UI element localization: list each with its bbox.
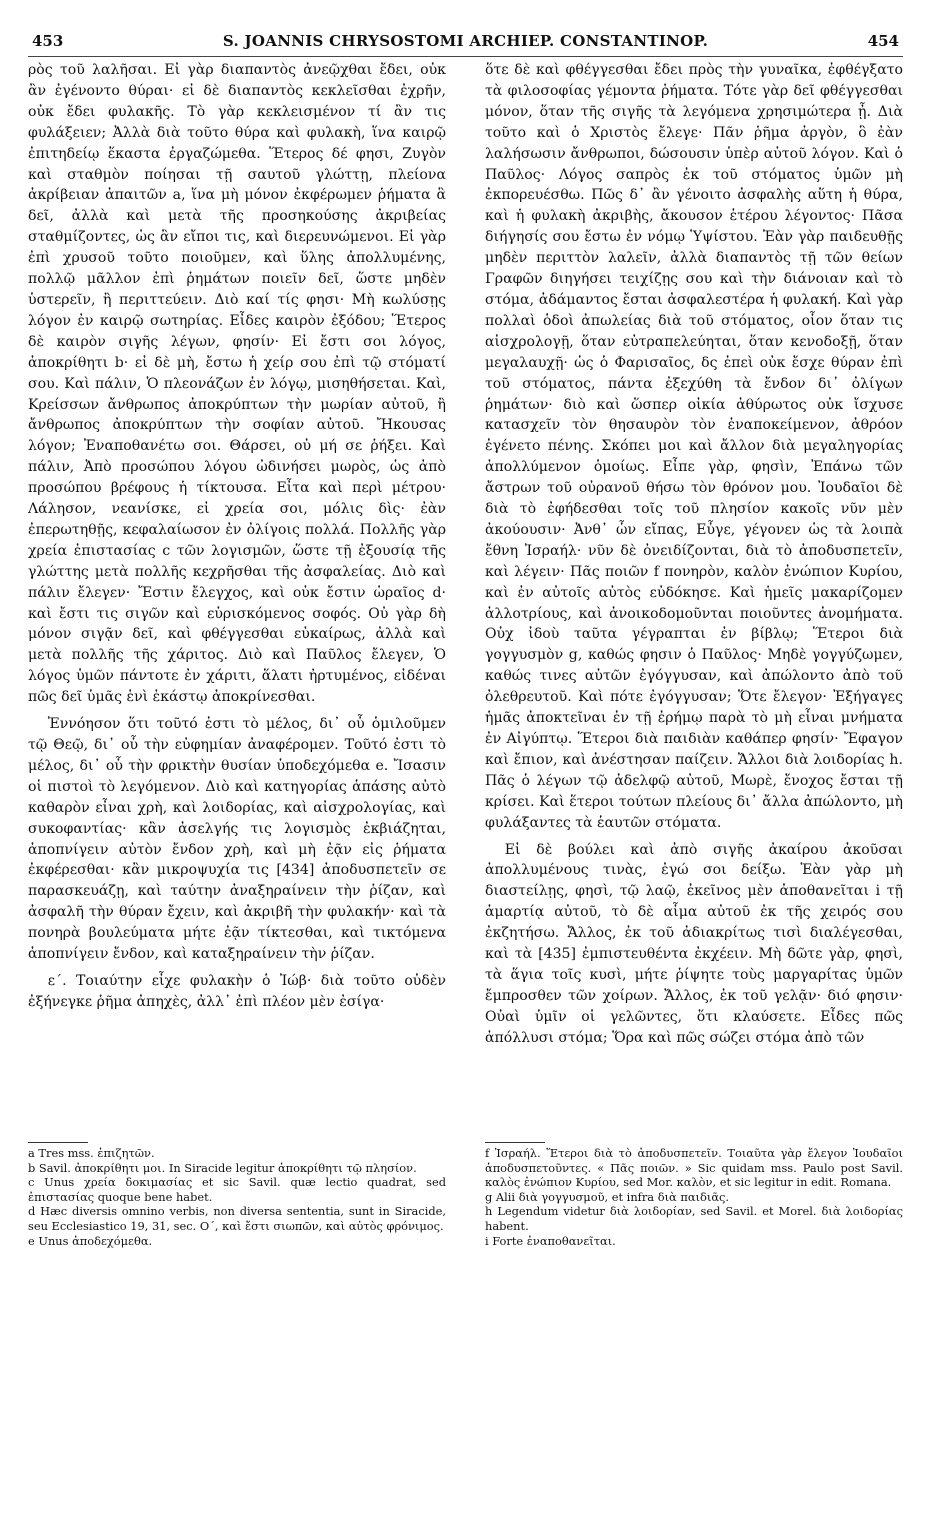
paragraph: ρὸς τοῦ λαλῆσαι. Εἰ γὰρ διαπαντὸς ἀνεῷχθαι ἔδει, οὐκ ἂν ἐγένοντο θύραι· εἰ δὲ διαπαντὸς κεκλεῖσθαι ἐχρῆν, οὐκ ἔδει φυλακῆς. Τὸ γὰρ κεκλεισμένον τί ἂν τις φυλάξειεν; Ἀλλὰ διὰ τοῦτο θύρα καὶ φυλακὴ, ἵνα καιρῷ ἐπιτηδείῳ ἕκαστα ἐργαζώμεθα. Ἕτερος δέ φησι, Ζυγὸν καὶ σταθμὸν ποίησαι τῇ σαυτοῦ γλώττῃ, πλείονα ἀκρίβειαν ἀπαιτῶν a, ἵνα μὴ μόνον ἐκφέρωμεν ῥήματα ἃ δεῖ, ἀλλὰ καὶ μετὰ τῆς προσηκούσης ἀκριβείας σταθμίζοντες, ὡς ἂν εἴποι τις, καὶ διερευνώμενοι. Εἰ γὰρ ἐπὶ χρυσοῦ τοῦτο ποιοῦμεν, καὶ ὕλης ἀπολλυμένης, πολλῷ μᾶλλον ἐπὶ ῥημάτων ποιεῖν δεῖ, ὥστε μηδὲν ὑστερεῖν, ἢ περιττεύειν. Διὸ καί τίς φησι· Μὴ κωλύσῃς λόγον ἐν καιρῷ σωτηρίας. Εἶδες καιρὸν ἐξόδου; Ἕτερος δὲ καιρὸν σιγῆς λέγων, φησίν· Εἰ ἔστι σοι λόγος, ἀποκρίθητι b· εἰ δὲ μὴ, ἔστω ἡ χείρ σου ἐπὶ τῷ στόματί σου. Καὶ πάλιν, Ὁ πλεονάζων ἐν λόγῳ, μισηθήσεται. Καὶ, Κρείσσων ἄνθρωπος ἀποκρύπτων τὴν μωρίαν αὐτοῦ, ἢ ἄνθρωπος ἀποκρύπτων τὴν σοφίαν αὐτοῦ. Ἤκουσας λόγον; Ἐναποθανέτω σοι. Θάρσει, οὐ μή σε ῥήξει. Καὶ πάλιν, Ἀπὸ προσώπου λόγου ὠδινήσει μωρὸς, ὡς ἀπὸ προσώπου βρέφους ἡ τίκτουσα. Εἶτα καὶ περὶ μέτρου· Λάλησον, νεανίσκε, εἰ χρεία σοι, μόλις δὶς· ἐὰν ἐπερωτηθῇς, κεφαλαίωσον ἐν ὀλίγοις πολλά. Πολλῆς γὰρ χρεία ἐπιστασίας c τῶν λογισμῶν, ὥστε τῇ ἐξουσίᾳ τῆς γλώττης μετὰ πολλῆς κεχρῆσθαι τῆς ἀσφαλείας. Διὸ καὶ πάλιν ἔλεγεν· Ἔστιν ἔλεγχος, καὶ οὐκ ἔστιν ὡραῖος d· καὶ ἔστι τις σιγῶν καὶ εὑρισκόμενος σοφός. Οὐ γὰρ δὴ μόνον σιγᾷν δεῖ, καὶ φθέγγεσθαι εὐκαίρως, ἀλλὰ καὶ μετὰ πολλῆς τῆς χάριτος. Διὸ καὶ Παῦλος ἔλεγεν, Ὁ λόγος ὑμῶν πάντοτε ἐν χάριτι, ἅλατι ἠρτυμένος, εἰδέναι πῶς δεῖ ὑμᾶς ἑνὶ ἑκάστῳ ἀποκρίνεσθαι. [28, 62, 446, 706]
running-title: S. JOANNIS CHRYSOSTOMI ARCHIEP. CONSTANTINOP. [222, 32, 709, 50]
page [28, 22, 903, 1522]
footnote: i Forte ἐναποθανεῖται. [485, 1233, 616, 1248]
footnote: e Unus ἀποδεχόμεθα. [28, 1233, 153, 1248]
footnote: c Unus χρεία δοκιμασίας et sic Savil. quæ lectio quadrat, sed ἐπιστασίας quoque bene habet. [28, 1175, 446, 1204]
text-columns [28, 60, 903, 1160]
left-column [28, 60, 446, 1160]
paragraph: Εἰ δὲ βούλει καὶ ἀπὸ σιγῆς ἀκαίρου ἀκοῦσαι ἀπολλυμένους τινὰς, ἐγώ σοι δείξω. Ἐὰν γὰρ μὴ διαστείλῃς, φησὶ, τῷ λαῷ, ἐκεῖνος μὲν ἀποθανεῖται i τῇ ἁμαρτίᾳ αὐτοῦ, τὸ δὲ αἷμα αὐτοῦ ἐκ τῆς χειρός σου ἐκζητήσω. Ἄλλος, ἐκ τοῦ ἀδιακρίτως τισὶ διαλέγεσθαι, καὶ τὰ [435] ἐμπιστευθέντα ἐκχέειν. Μὴ δῶτε γὰρ, φησὶ, τὰ ἅγια τοῖς κυσὶ, μήτε ῥίψητε τοὺς μαργαρίτας ὑμῶν ἔμπροσθεν τῶν χοίρων. Ἄλλος, ἐκ τοῦ γελᾷν· διό φησιν· Οὐαὶ ὑμῖν οἱ γελῶντες, ὅτι κλαύσετε. Εἶδες πῶς ἀπόλλυσι στόμα; Ὅρα καὶ πῶς σώζει στόμα ἀπὸ τῶν [485, 841, 903, 1046]
paragraph: ὅτε δὲ καὶ φθέγγεσθαι ἔδει πρὸς τὴν γυναῖκα, ἐφθέγξατο τὰ φιλοσοφίας γέμοντα ῥήματα. Τότε γὰρ δεῖ φθέγγεσθαι μόνον, ὅταν τῆς σιγῆς τὰ λεγόμενα χρησιμώτερα ᾖ. Διὰ τοῦτο καὶ ὁ Χριστὸς ἔλεγε· Πᾶν ῥῆμα ἀργὸν, ὃ ἐὰν λαλήσωσιν ἄνθρωποι, δώσουσιν ὑπὲρ αὐτοῦ λόγον. Καὶ ὁ Παῦλος· Λόγος σαπρὸς ἐκ τοῦ στόματος ὑμῶν μὴ ἐκπορευέσθω. Πῶς δ᾽ ἂν γένοιτο ἀσφαλὴς αὕτη ἡ θύρα, καὶ ἡ φυλακὴ ἀκριβὴς, ἄκουσον ἑτέρου λέγοντος· Πᾶσα διήγησίς σου ἔστω ἐν νόμῳ Ὑψίστου. Ἐὰν γὰρ παιδευθῇς μηδὲν περιττὸν λαλεῖν, ἀλλὰ διαπαντὸς τῇ τῶν θείων Γραφῶν διηγήσει τειχίζῃς σου καὶ τὴν διάνοιαν καὶ τὸ στόμα, ἀδάμαντος ἔσται ἀσφαλεστέρα ἡ φυλακή. Καὶ γὰρ πολλαὶ ὁδοὶ ἀπωλείας διὰ τοῦ στόματος, οἷον ὅταν τις αἰσχρολογῇ, ὅταν εὐτραπελεύηται, ὅταν κενοδοξῇ, ὅταν μεγαλαυχῇ· ὡς ὁ Φαρισαῖος, δς ἐπεὶ οὐκ ἔσχε θύραν ἐπὶ τοῦ στόματος, πάντα ἐξεχύθη τὰ ἔνδον δι᾽ ὀλίγων ῥημάτων· διὸ καὶ ὥσπερ οἰκία ἀθύρωτος οὐκ ἴσχυσε κατασχεῖν τὸν θησαυρὸν τὸν ἐναποκείμενον, ἀθρόον ἐγένετο πένης. Σκόπει μοι καὶ ἄλλον διὰ μεγαληγορίας ἀπολλύμενον ὁμοίως. Εἶπε γὰρ, φησὶν, Ἐπάνω τῶν ἄστρων τοῦ οὐρανοῦ θήσω τὸν θρόνον μου. Ἰουδαῖοι δὲ διὰ τὸ ἐφήδεσθαι τοῖς τοῦ πλησίον κακοῖς νῦν μὲν ἀκούουσιν· Ἀνθ᾽ ὧν εἴπας, Εὖγε, γέγονεν ὡς τὰ λοιπὰ ἔθνη Ἰσραήλ· νῦν δὲ ὀνειδίζονται, διὰ τὸ ἀποδυσπετεῖν, καὶ λέγειν· Πᾶς ποιῶν f πονηρὸν, καλὸν ἐνώπιον Κυρίου, καὶ ἐν αὐτοῖς αὐτὸς εὐδόκησε. Καὶ ἡμεῖς μακαρίζομεν ἀλλοτρίους, καὶ ἀνοικοδομοῦνται ποιοῦντες ἀνομήματα. Οὐχ ἰδοὺ ταῦτα γέγραπται ἐν βίβλῳ; Ἕτεροι διὰ γογγυσμὸν g, καθώς φησιν ὁ Παῦλος· Μηδὲ γογγύζωμεν, καθώς τινες αὐτῶν ἐγόγγυσαν, καὶ ἀπώλοντο ἀπὸ τοῦ ὀλεθρευτοῦ. Καὶ πότε ἐγόγγυσαν; Ὅτε ἔλεγον· Ἐξήγαγες ἡμᾶς ἀποκτεῖναι ἐν τῇ ἐρήμῳ παρὰ τὸ μὴ εἶναι μνήματα ἐν Αἰγύπτῳ. Ἕτεροι διὰ παιδιὰν καθάπερ φησίν· Ἔφαγον καὶ ἔπιον, καὶ ἀνέστησαν παίζειν. Ἄλλοι διὰ λοιδορίας h. Πᾶς ὁ λέγων τῷ ἀδελφῷ αὐτοῦ, Μωρὲ, ἔνοχος ἔσται τῇ κρίσει. Καὶ ἕτεροι τούτων πλείους δι᾽ ἄλλα ἀπώλοντο, μὴ φυλάξαντες τὰ ἑαυτῶν στόματα. [485, 62, 903, 831]
paragraph: ε΄. Τοιαύτην εἶχε φυλακὴν ὁ Ἰώβ· διὰ τοῦτο οὐδὲν ἐξήνεγκε ῥῆμα ἀπηχὲς, ἀλλ᾽ ἐπὶ πλέον μὲν ἐσίγα· [28, 972, 446, 1010]
page-number-left: 453 [32, 32, 64, 50]
paragraph: Ἐννόησον ὅτι τοῦτό ἐστι τὸ μέλος, δι᾽ οὗ ὁμιλοῦμεν τῷ Θεῷ, δι᾽ οὗ τὴν εὐφημίαν ἀναφέρομεν. Τοῦτό ἐστι τὸ μέλος, δι᾽ οὗ τὴν φρικτὴν θυσίαν ὑποδεχόμεθα e. Ἴσασιν οἱ πιστοὶ τὸ λεγόμενον. Διὸ καὶ κατηγορίας ἁπάσης αὐτὸ καθαρὸν εἶναι χρὴ, καὶ λοιδορίας, καὶ αἰσχρολογίας, καὶ συκοφαντίας· κἂν ἀσελγής τις λογισμὸς ἐκβιάζηται, ἀποπνίγειν αὐτὸν ἔνδον χρὴ, καὶ μὴ ἐᾷν εἰς ῥήματα ἐκφέρεσθαι· κἂν μικροψυχία τις [434] ἀποδυσπετεῖν σε παρασκευάζῃ, καὶ ταύτην ἀναξηραίνειν τὴν ῥίζαν, καὶ ἀσφαλῆ τὴν θύραν ἔχειν, καὶ ἀκριβῆ τὴν φυλακήν· καὶ τὰ πονηρὰ βουλεύματα μήτε ἐᾷν τίκτεσθαι, καὶ τικτόμενα ἀποπνίγειν ἔνδον, καὶ καταξηραίνειν τὴν ῥίζαν. [28, 716, 446, 963]
footnotes-left [28, 1142, 446, 1522]
footnote: f Ἰσραήλ. Ἕτεροι διὰ τὸ ἀποδυσπετεῖν. Τοιαῦτα γὰρ ἔλεγον Ἰουδαῖοι ἀποδυσπετοῦντες. « Πᾶς ποιῶν. » Sic quidam mss. Paulo post Savil. καλὸς ἐνώπιον Κυρίου, sed Mor. καλὸν, et sic legitur in edit. Romana. [485, 1146, 903, 1190]
footnote-rule [28, 1142, 88, 1143]
footnote: a Tres mss. ἐπιζητῶν. [28, 1146, 155, 1160]
page-number-right: 454 [867, 32, 899, 50]
footnote: h Legendum videtur διὰ λοιδορίαν, sed Savil. et Morel. διὰ λοιδορίας habent. [485, 1204, 903, 1233]
running-header [28, 22, 903, 57]
footnote: g Alii διὰ γογγυσμοῦ, et infra διὰ παιδιᾶς. [485, 1189, 730, 1204]
footnote-rule [485, 1142, 545, 1143]
footnote: b Savil. ἀποκρίθητι μοι. In Siracide legitur ἀποκρίθητι τῷ πλησίον. [28, 1160, 417, 1175]
footnotes-right [485, 1142, 903, 1522]
footnote: d Hæc diversis omnino verbis, non diversa sententia, sunt in Siracide, seu Ecclesiastico 19, 31, sec. Ο΄, καὶ ἔστι σιωπῶν, καὶ αὐτὸς φρόνιμος. [28, 1204, 446, 1233]
right-column [485, 60, 903, 1160]
